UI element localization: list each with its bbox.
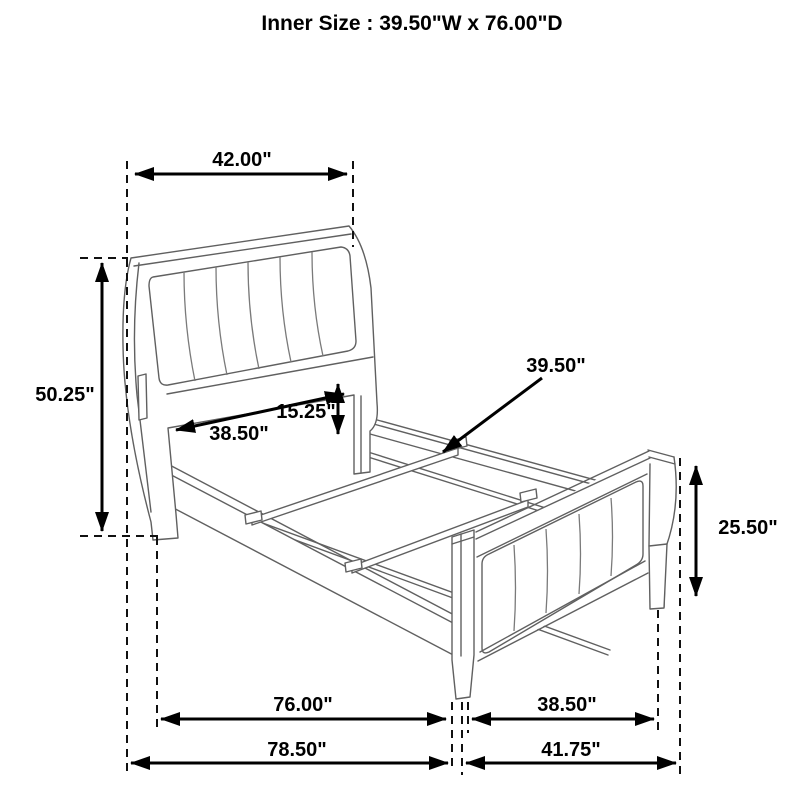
- bed-frame-drawing: [123, 226, 676, 699]
- dim-headboard-inner-width-label: 38.50": [209, 423, 269, 445]
- dim-footboard-inner-width-label: 38.50": [537, 694, 597, 716]
- dim-slat-length-label: 39.50": [526, 355, 586, 377]
- diagram-title: Inner Size : 39.50"W x 76.00"D: [261, 12, 563, 35]
- dim-inner-length-label: 76.00": [273, 694, 333, 716]
- dim-footboard-overall-width-label: 41.75": [541, 739, 601, 761]
- front-side-rail: [158, 462, 459, 658]
- dim-headboard-height-label: 50.25": [35, 384, 95, 406]
- dim-headboard-width-label: 42.00": [212, 149, 272, 171]
- footboard-front-post: [452, 530, 474, 699]
- dim-overall-length-label: 78.50": [267, 739, 327, 761]
- rail-bracket: [138, 374, 147, 420]
- footboard-rear-foot: [649, 544, 667, 609]
- slat-leader-arrow: [443, 378, 542, 452]
- dim-panel-height-label: 15.25": [276, 401, 336, 423]
- dim-footboard-height-label: 25.50": [718, 517, 778, 539]
